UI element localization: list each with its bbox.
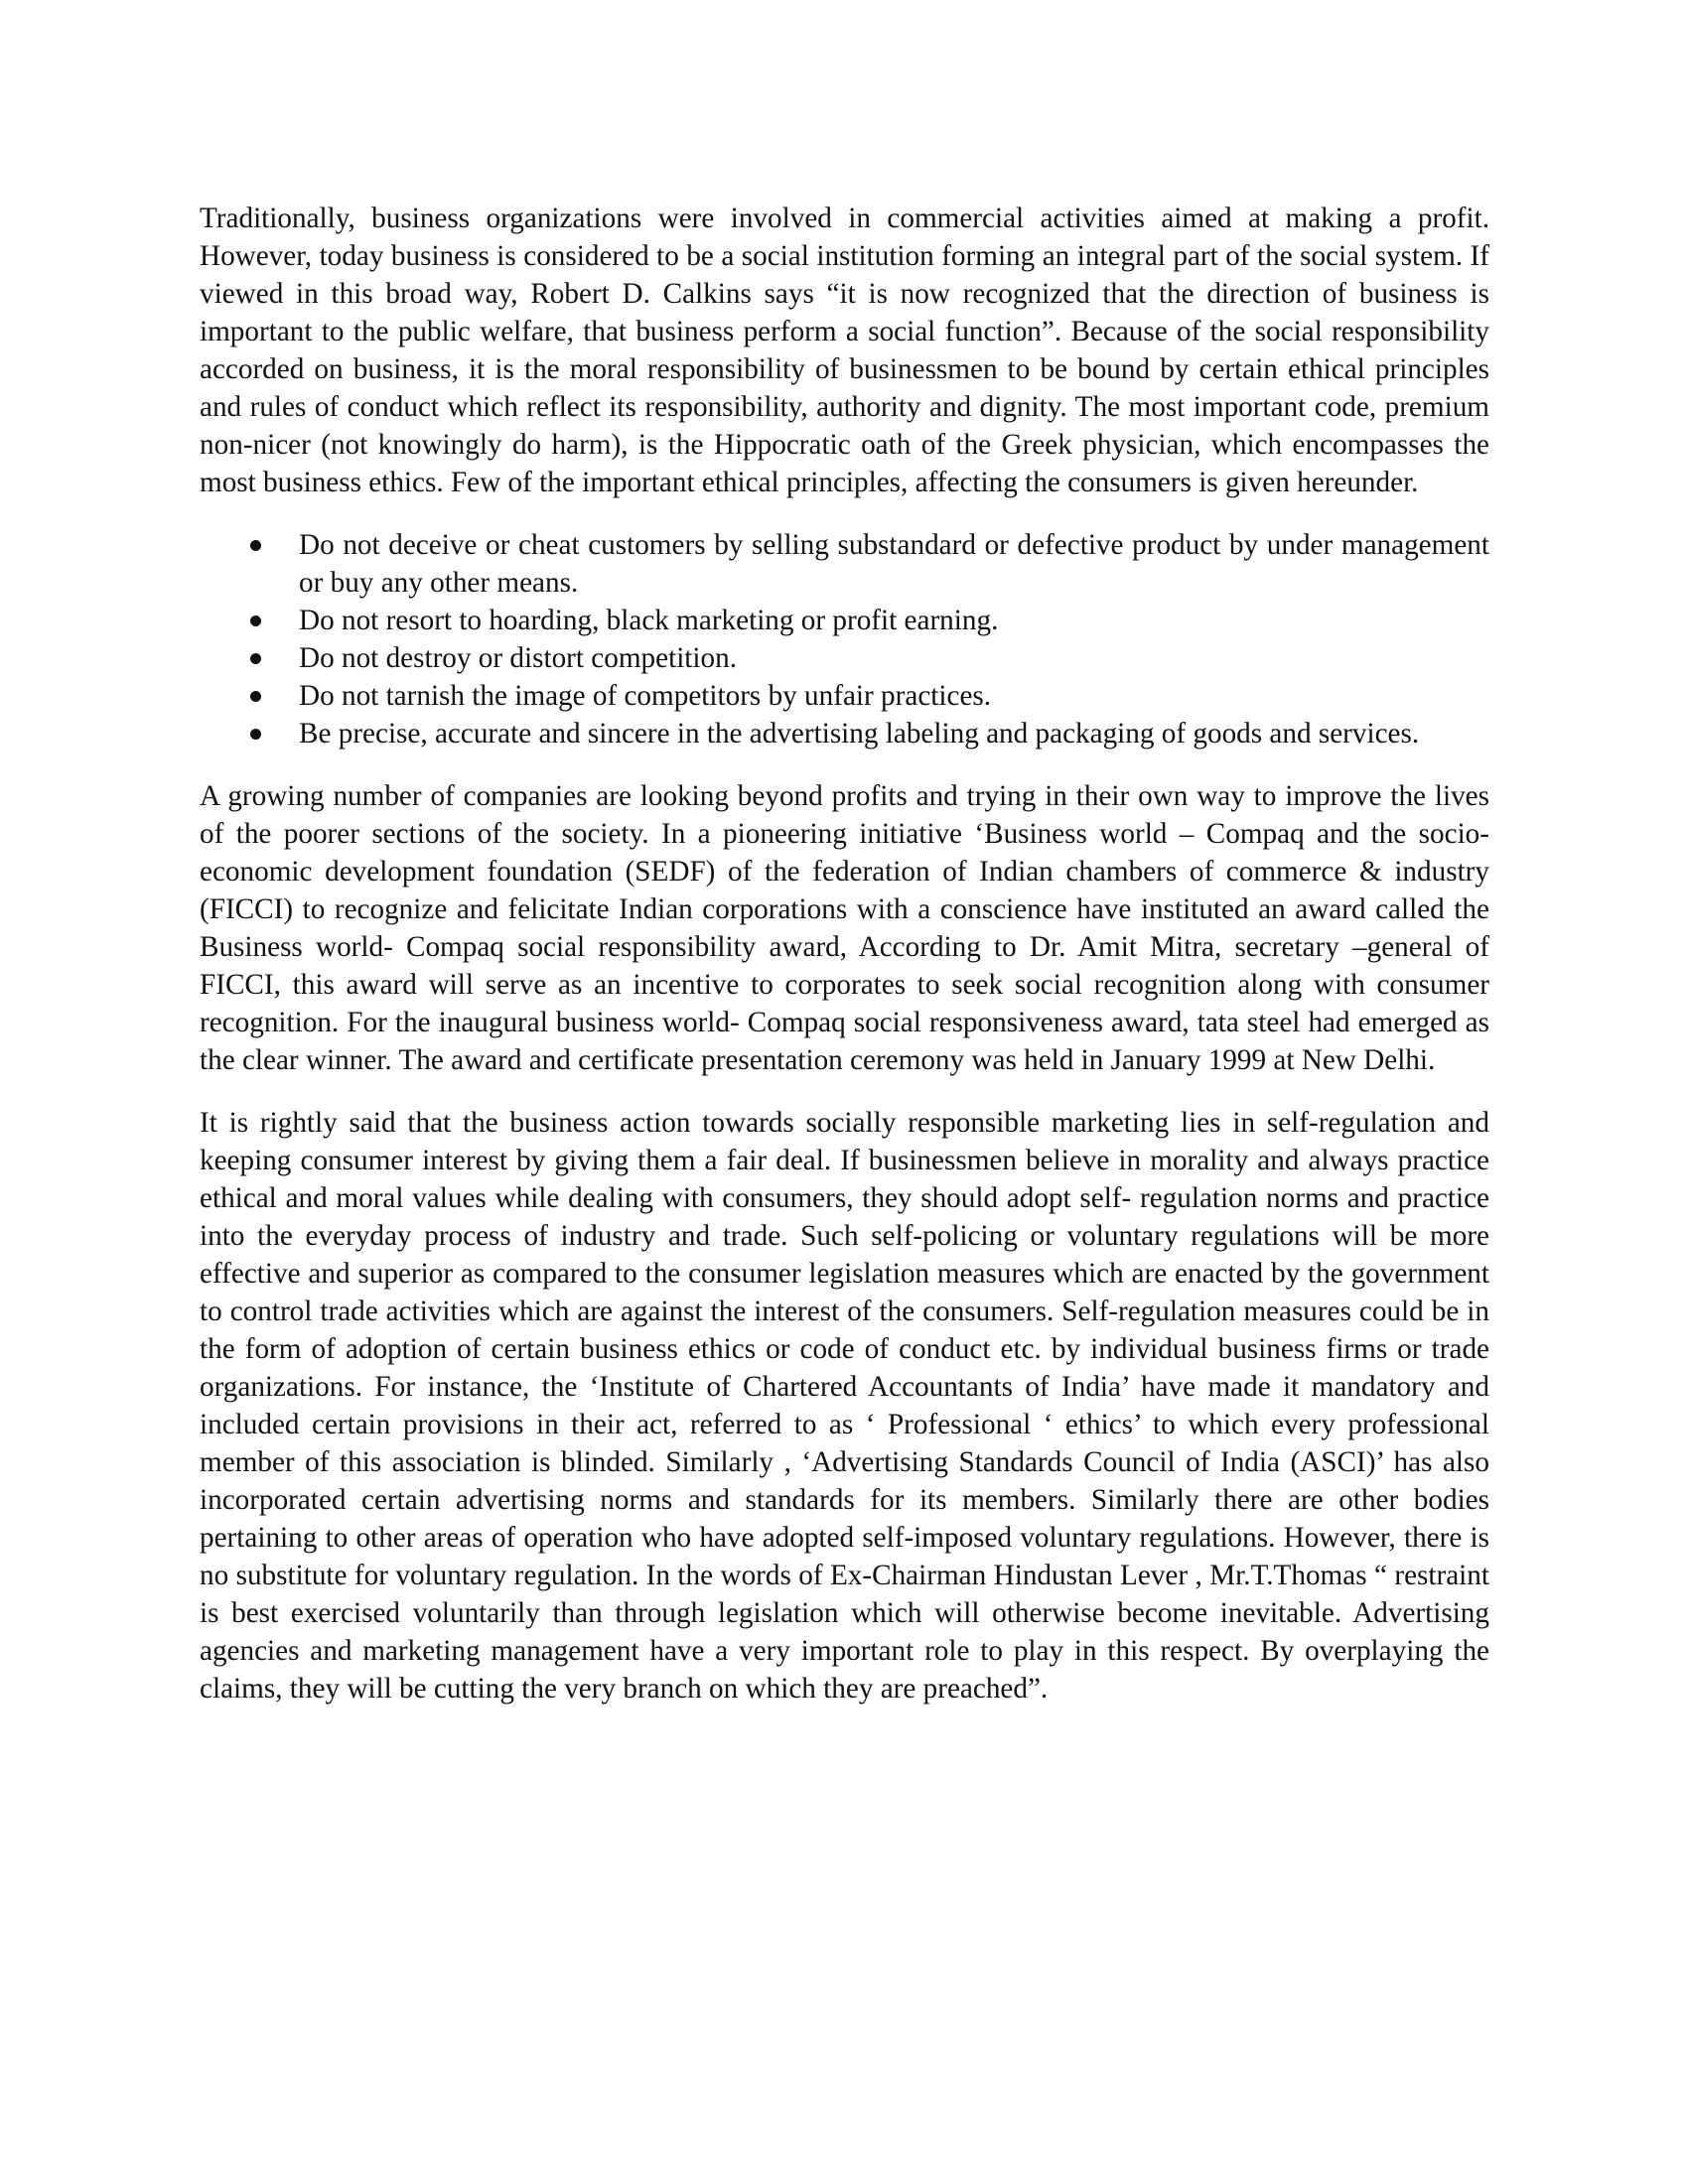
list-item-text: Be precise, accurate and sincere in the advertising labeling and packaging of goods and services.	[299, 718, 1420, 750]
award-paragraph: A growing number of companies are looking beyond profits and trying in their own way to improve the lives of the poorer sections of the society. In a pioneering initiative ‘Business world – Compaq and the socio- economic development foundation (SEDF) of the federation of Indian chambers of commerce & industry (FICCI) to recognize and felicitate Indian corporations with a conscience have instituted an award called the Business world- Compaq social responsibility award, According to Dr. Amit Mitra, secretary –general of FICCI, this award will serve as an incentive to corporates to seek social recognition along with consumer recognition. For the inaugural business world- Compaq social responsiveness award, tata steel had emerged as the clear winner. The award and certificate presentation ceremony was held in January 1999 at New Delhi.	[200, 780, 1489, 1076]
list-item	[200, 715, 1489, 752]
ethical-principles-list	[200, 526, 1489, 752]
list-item	[200, 639, 1489, 677]
bullet-icon	[250, 729, 261, 740]
bullet-icon	[250, 615, 261, 626]
bullet-icon	[250, 691, 261, 702]
list-item	[200, 526, 1489, 602]
list-item-text: Do not tarnish the image of competitors by unfair practices.	[299, 680, 992, 712]
list-item-text: Do not deceive or cheat customers by selling substandard or defective product by under management or buy any other means.	[299, 529, 1489, 599]
list-item-text: Do not resort to hoarding, black marketing or profit earning.	[299, 605, 999, 636]
bullet-icon	[250, 540, 261, 551]
list-item	[200, 602, 1489, 639]
list-item	[200, 677, 1489, 715]
bullet-icon	[250, 653, 261, 664]
document-page	[200, 200, 1489, 1732]
intro-paragraph: Traditionally, business organizations were involved in commercial activities aimed at making a profit. However, today business is considered to be a social institution forming an integral part of the social system. If viewed in this broad way, Robert D. Calkins says “it is now recognized that the direction of business is important to the public welfare, that business perform a social function”. Because of the social responsibility accorded on business, it is the moral responsibility of businessmen to be bound by certain ethical principles and rules of conduct which reflect its responsibility, authority and dignity. The most important code, premium non-nicer (not knowingly do harm), is the Hippocratic oath of the Greek physician, which encompasses the most business ethics. Few of the important ethical principles, affecting the consumers is given hereunder.	[200, 203, 1489, 498]
list-item-text: Do not destroy or distort competition.	[299, 642, 738, 674]
self-regulation-paragraph: It is rightly said that the business action towards socially responsible marketing lies in self-regulation and keeping consumer interest by giving them a fair deal. If businessmen believe in morality and always practice ethical and moral values while dealing with consumers, they should adopt self- regulation norms and practice into the everyday process of industry and trade. Such self-policing or voluntary regulations will be more effective and superior as compared to the consumer legislation measures which are enacted by the government to control trade activities which are against the interest of the consumers. Self-regulation measures could be in the form of adoption of certain business ethics or code of conduct etc. by individual business firms or trade organizations. For instance, the ‘Institute of Chartered Accountants of India’ have made it mandatory and included certain provisions in their act, referred to as ‘ Professional ‘ ethics’ to which every professional member of this association is blinded. Similarly , ‘Advertising Standards Council of India (ASCI)’ has also incorporated certain advertising norms and standards for its members. Similarly there are other bodies pertaining to other areas of operation who have adopted self-imposed voluntary regulations. However, there is no substitute for voluntary regulation. In the words of Ex-Chairman Hindustan Lever , Mr.T.Thomas “ restraint is best exercised voluntarily than through legislation which will otherwise become inevitable. Advertising agencies and marketing management have a very important role to play in this respect. By overplaying the claims, they will be cutting the very branch on which they are preached”.	[200, 1107, 1489, 1705]
